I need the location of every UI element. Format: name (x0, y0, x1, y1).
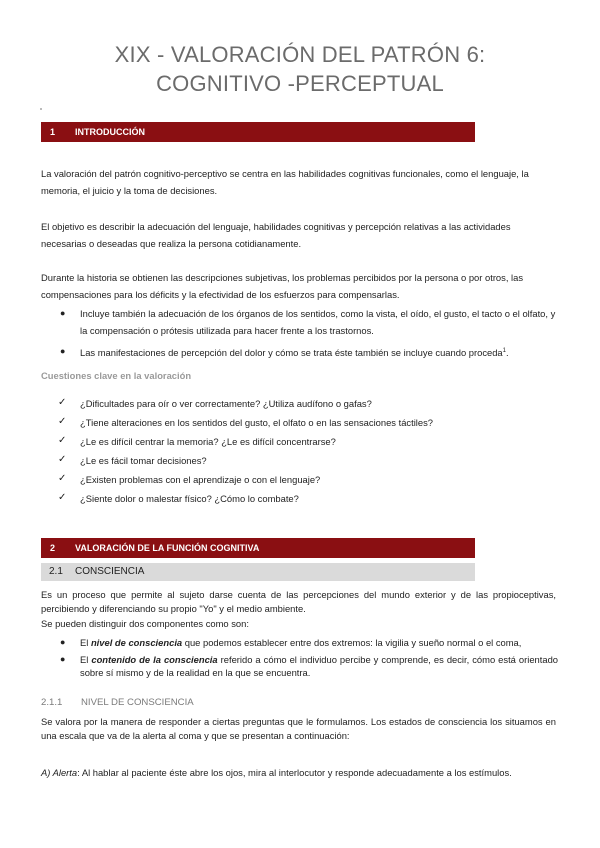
subsection-2-1-1-title: NIVEL DE CONSCIENCIA (81, 697, 194, 708)
alert-state (41, 764, 556, 781)
intro-bullet-1: Incluye también la adecuación de los órganos de los sentidos, como la vista, el oído, el gusto, el tacto o el olfato, y la compensación o prótesis utilizada para hacer frente a los trastornos. (80, 308, 556, 336)
component-item-1-text: que podemos establecer entre dos extremos: la vigilia y sueño normal o el coma, (182, 637, 522, 648)
subsection-2-1-1-header (41, 697, 194, 708)
intro-paragraph-3: Durante la historia se obtienen las descripciones subjetivas, los problemas percibidos por la persona o por otros, las compensaciones para los déficits y la efectividad de los esfuerzos para compensarlas. (41, 272, 524, 300)
section-2-number: 2 (50, 543, 56, 553)
bullet-icon: ● (60, 637, 66, 647)
key-questions-heading: Cuestiones clave en la valoración (41, 370, 192, 381)
question-item: ¿Tiene alteraciones en los sentidos del gusto, el olfato o en las sensaciones táctiles? (80, 417, 433, 428)
question-item: ¿Siente dolor o malestar físico? ¿Cómo lo combate? (80, 493, 299, 504)
level-paragraph: Se valora por la manera de responder a ciertas preguntas que le formulamos. Los estados de consciencia los situamos en una escala que va de la alerta al coma y que se presentan a continuación: (41, 716, 556, 741)
question-item: ¿Le es fácil tomar decisiones? (80, 455, 207, 466)
component-item-2-text: referido a cómo el individuo percibe y comprende, es decir, cómo está orientado sobre sí mismo y de la realidad en la que se encuentra. (80, 654, 558, 678)
intro-paragraph-2: El objetivo es describir la adecuación del lenguaje, habilidades cognitivas y percepción relativas a las actividades necesarias o deseadas que realiza la persona cotidianamente. (41, 221, 511, 249)
subsection-2-1-header (41, 563, 475, 581)
intro-bullet-2 (80, 343, 558, 361)
section-1-title: INTRODUCCIÓN (75, 127, 145, 137)
intro-bullet-2-text: Las manifestaciones de percepción del dolor y cómo se trata éste también se incluye cuando proceda (80, 347, 503, 359)
checkmark-icon: ✓ (58, 397, 67, 408)
component-item-1-term: nivel de consciencia (90, 637, 183, 648)
subsection-2-1-1-number: 2.1.1 (41, 697, 63, 708)
section-1-number: 1 (50, 127, 56, 137)
subsection-2-1-number: 2.1 (49, 566, 63, 577)
alert-text: : Al hablar al paciente éste abre los ojos, mira al interlocutor y responde adecuadamente a los estímulos. (77, 767, 512, 778)
alert-label: A) Alerta (41, 767, 78, 778)
consciousness-paragraph-2: Se pueden distinguir dos componentes como son: (41, 618, 249, 629)
page-title-line-1: XIX - VALORACIÓN DEL PATRÓN 6: (114, 42, 486, 67)
subsection-2-1-title: CONSCIENCIA (75, 566, 145, 577)
checkmark-icon: ✓ (58, 435, 67, 446)
section-1-header (41, 122, 475, 142)
intro-paragraph-1: La valoración del patrón cognitivo-perceptivo se centra en las habilidades cognitivas funcionales, como el lenguaje, la memoria, el juicio y la toma de decisiones. (41, 168, 529, 196)
component-item-2-term: contenido de la consciencia (91, 654, 218, 665)
bullet-icon: ● (60, 654, 66, 664)
question-item: ¿Dificultades para oír o ver correctamente? ¿Utiliza audífono o gafas? (80, 398, 372, 409)
checkmark-icon: ✓ (58, 473, 67, 484)
checkmark-icon: ✓ (58, 454, 67, 465)
component-item-1-prefix: El (80, 637, 91, 648)
checkmark-icon: ✓ (58, 416, 67, 427)
component-item-2 (80, 653, 558, 679)
component-item-1 (80, 634, 558, 651)
footnote-marker: 1 (502, 348, 506, 354)
bullet-icon: ● (60, 346, 66, 356)
section-2-title: VALORACIÓN DE LA FUNCIÓN COGNITIVA (75, 543, 260, 553)
question-item: ¿Le es difícil centrar la memoria? ¿Le es difícil concentrarse? (80, 436, 336, 447)
page-title-line-2: COGNITIVO -PERCEPTUAL (156, 71, 444, 96)
section-2-header (41, 538, 475, 558)
bullet-icon: ● (60, 308, 66, 318)
page-title (40, 40, 560, 98)
question-item: ¿Existen problemas con el aprendizaje o con el lenguaje? (80, 474, 321, 485)
decorative-dot (40, 108, 42, 110)
intro-bullet-2-end: . (506, 347, 509, 359)
consciousness-paragraph-1: Es un proceso que permite al sujeto darse cuenta de las percepciones del mundo exterior y de las propioceptivas, percibiendo y diferenciando su propio "Yo" y el medio ambiente. (41, 589, 556, 614)
component-item-2-prefix: El (80, 654, 92, 665)
checkmark-icon: ✓ (58, 492, 67, 503)
